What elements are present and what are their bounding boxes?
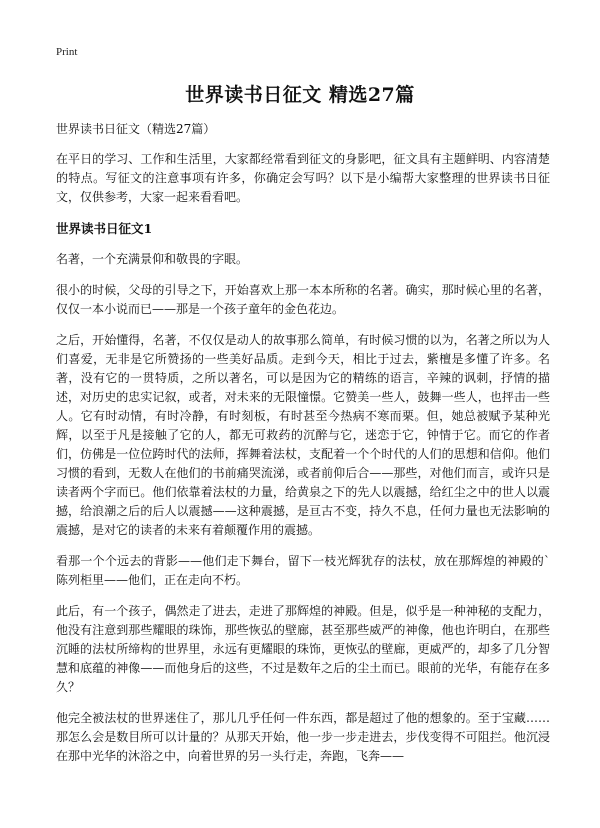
paragraph-6: 他完全被法杖的世界迷住了，那儿几乎任何一件东西，都是超过了他的想象的。至于宝藏……那怎么会是数目所可以计量的？从那天开始，他一步一步走进去，步伐变得不可阻拦。他沉浸在那中光华的沐浴之中，向着世界的另一头行走，奔跑，飞奔——: [56, 711, 550, 763]
article-body: [56, 120, 550, 778]
section-heading: 世界读书日征文1: [56, 221, 153, 236]
paragraph-4: 看那一个个远去的背影——他们走下舞台，留下一枝光辉犹存的法杖，放在那辉煌的神殿的`陈列柜里——他们，正在走向不朽。: [56, 554, 550, 587]
paragraph-1: 名著，一个充满景仰和敬畏的字眼。: [56, 252, 249, 266]
paragraph-3: 之后，开始懂得，名著，不仅仅是动人的故事那么简单，有时候习惯的以为，名著之所以为人们喜爱，无非是它所赞扬的一些美好品质。走到今天，相比于过去，紫檀是多懂了许多。名著，没有它的一贯特质，之所以著名，可以是因为它的精练的语言，辛辣的讽刺，抒情的描述，对历史的忠实记叙，或者，对未来的无限憧憬。它赞美一些人，鼓舞一些人，也抨击一些人。它有时动情，有时冷静，有时刻板，有时甚至今热病不寒而栗。但，她总被赋予某种光辉，以至于凡是接触了它的人，都无可救药的沉醉与它，迷恋于它，钟情于它。而它的作者们，仿佛是一位位跨时代的法师，挥舞着法杖，支配着一个个时代的人们的思想和信仰。他们习惯的看到，无数人在他们的书前痛哭流涕，或者前仰后合——那些，对他们而言，或许只是读者两个字而已。他们依靠着法杖的力量，给黄泉之下的先人以震撼，给红尘之中的世人以震撼，给浪潮之后的后人以震撼——这种震撼，是亘古不变，持久不息，任何力量也无法影响的震撼，是对它的读者的未来有着颠覆作用的震撼。: [56, 333, 550, 537]
print-link[interactable]: Print: [56, 46, 78, 58]
page-title: 世界读书日征文 精选27篇: [185, 84, 415, 106]
paragraph-5: 此后，有一个孩子，偶然走了进去，走进了那辉煌的神殿。但是，似乎是一种神秘的支配力，他没有注意到那些耀眼的珠饰，那些恢弘的壁廊，甚至那些威严的神像，他也许明白，在那些沉睡的法杖所缔构的世界里，永远有更耀眼的珠饰，更恢弘的壁廊，更威严的，却多了几分智慧和底蕴的神像——而他身后的这些，不过是数年之后的尘土而已。眼前的光华，有能存在多久？: [56, 604, 550, 694]
paragraph-2: 很小的时候，父母的引导之下，开始喜欢上那一本本所称的名著。确实，那时候心里的名著，仅仅一本小说而已——那是一个孩子童年的金色花边。: [56, 283, 550, 316]
intro-paragraph: 在平日的学习、工作和生活里，大家都经常看到征文的身影吧，征文具有主题鲜明、内容清楚的特点。写征文的注意事项有许多，你确定会写吗？以下是小编帮大家整理的世界读书日征文，仅供参考，大家一起来看看吧。: [56, 152, 550, 204]
article-subtitle: 世界读书日征文（精选27篇）: [56, 122, 216, 136]
